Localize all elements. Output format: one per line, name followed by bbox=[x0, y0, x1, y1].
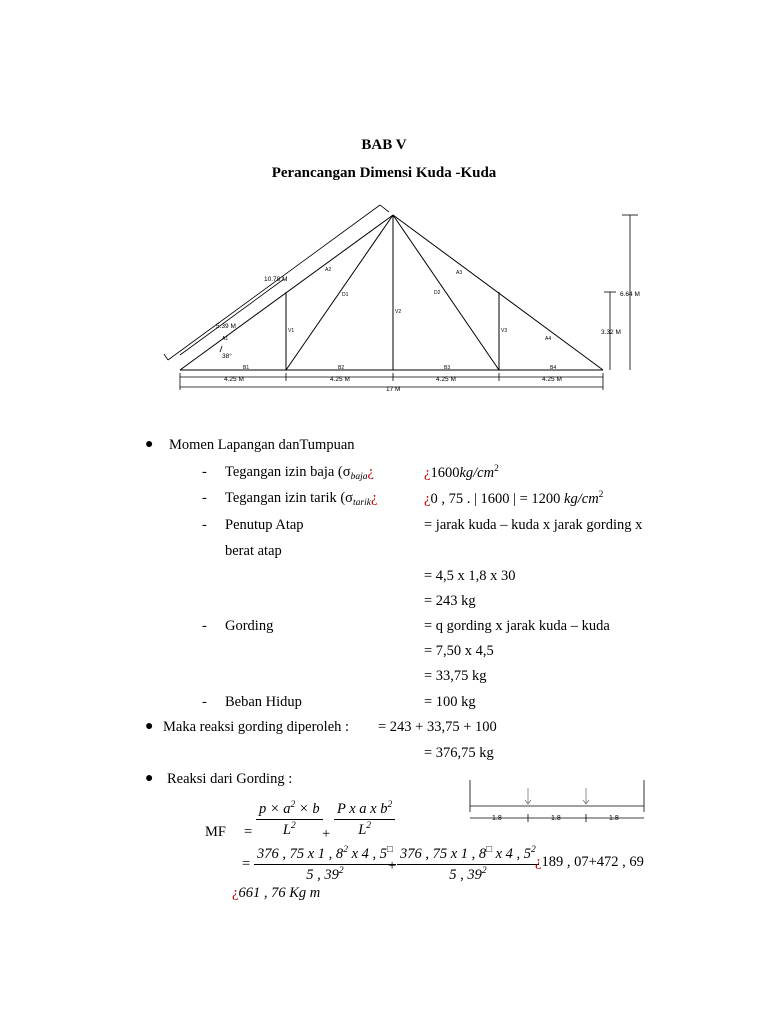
label-b2: B2 bbox=[338, 365, 345, 371]
label-span: 17 M bbox=[386, 386, 401, 393]
list-dash: - bbox=[202, 490, 207, 506]
reaksi-line1: = 243 + 33,75 + 100 bbox=[378, 719, 497, 735]
label-len-mid: 5.39 M bbox=[216, 323, 236, 330]
reaksi-line2: = 376,75 kg bbox=[424, 745, 494, 761]
label-d2: D2 bbox=[434, 290, 441, 296]
label-v2: V2 bbox=[395, 309, 402, 315]
list-dash: - bbox=[202, 618, 207, 634]
beban-line1: = 100 kg bbox=[424, 694, 476, 710]
gording-line1: = q gording x jarak kuda – kuda bbox=[424, 618, 610, 634]
label-a4: A4 bbox=[545, 336, 552, 342]
truss-diagram bbox=[160, 190, 650, 400]
beam-seg1: 1.8 bbox=[492, 815, 502, 822]
formula-plus1: + bbox=[322, 826, 331, 842]
right-rafter bbox=[393, 215, 603, 370]
penutup-line2: = 4,5 x 1,8 x 30 bbox=[424, 568, 516, 584]
section-heading-momen: Momen Lapangan danTumpuan bbox=[169, 437, 355, 453]
formula-frac4: $\frac{376 , 75 x 1 , 8^□ x 4 , 5^2}{5 , 39^2}$ bbox=[397, 845, 539, 884]
label-v1: V1 bbox=[288, 328, 295, 334]
label-a3: A3 bbox=[456, 270, 463, 276]
label-b4: B4 bbox=[550, 365, 557, 371]
gording-line2: = 7,50 x 4,5 bbox=[424, 643, 494, 659]
list-item-beban-label: Beban Hidup bbox=[225, 694, 302, 710]
beam-seg3: 1.8 bbox=[609, 815, 619, 822]
rafter-dim-inner bbox=[180, 279, 284, 355]
beam-seg2: 1.8 bbox=[551, 815, 561, 822]
list-item-baja-value: ¿$1600kg/cm^2$ bbox=[424, 464, 499, 481]
label-b1: B1 bbox=[243, 365, 250, 371]
penutup-line3: = 243 kg bbox=[424, 593, 476, 609]
label-angle: 38° bbox=[222, 353, 232, 360]
bullet-icon: ● bbox=[145, 719, 154, 734]
penutup-line1b: berat atap bbox=[225, 543, 282, 559]
bullet-icon: ● bbox=[145, 437, 154, 452]
list-dash: - bbox=[202, 694, 207, 710]
list-item-tarik-label: Tegangan izin tarik ($\sigma_{tarik}¿$ bbox=[225, 490, 378, 508]
list-dash: - bbox=[202, 517, 207, 533]
label-h-total: 6.64 M bbox=[620, 291, 640, 298]
diagonal-d1 bbox=[286, 215, 393, 370]
formula-mf-label: MF bbox=[205, 824, 226, 840]
list-item-penutup-label: Penutup Atap bbox=[225, 517, 304, 533]
list-dash: - bbox=[202, 464, 207, 480]
label-bay2: 4.25 M bbox=[330, 376, 350, 383]
label-len-top: 10.78 M bbox=[264, 276, 288, 283]
list-item-tarik-value: ¿0 , 75 . | 1600 | = 1200 $kg/cm^2$ bbox=[424, 490, 604, 507]
label-bay4: 4.25 M bbox=[542, 376, 562, 383]
label-h-half: 3.32 M bbox=[601, 329, 621, 336]
page-title: Perancangan Dimensi Kuda -Kuda bbox=[271, 165, 497, 181]
label-a2: A2 bbox=[325, 267, 332, 273]
formula-result2: ¿661 , 76 Kg m bbox=[232, 885, 321, 901]
label-d1: D1 bbox=[342, 292, 349, 298]
formula-plus2: + bbox=[388, 858, 397, 874]
formula-frac2: $\frac{P x a x b^2}{L^2}$ bbox=[334, 800, 395, 839]
bullet-icon: ● bbox=[145, 771, 154, 786]
label-a1: A1 bbox=[222, 336, 229, 342]
beam-load-diagram bbox=[468, 778, 648, 828]
formula-frac1: $\frac{p \times a^2 \times b}{L^2}$ bbox=[256, 800, 323, 839]
label-bay3: 4.25 M bbox=[436, 376, 456, 383]
list-item-baja-label: Tegangan izin baja ($\sigma_{baja}¿$ bbox=[225, 464, 374, 482]
label-v3: V3 bbox=[501, 328, 508, 334]
formula-eq1: = bbox=[244, 824, 253, 840]
chapter-heading: BAB V bbox=[361, 137, 407, 153]
label-bay1: 4.25 M bbox=[224, 376, 244, 383]
section-heading-reaksi-gording: Reaksi dari Gording : bbox=[167, 771, 293, 787]
label-b3: B3 bbox=[444, 365, 451, 371]
diagonal-d2 bbox=[393, 215, 499, 370]
formula-frac3: $\frac{376 , 75 x 1 , 8^2 x 4 , 5^□}{5 , 39^2}$ bbox=[254, 845, 396, 884]
penutup-line1: = jarak kuda – kuda x jarak gording x bbox=[424, 517, 643, 533]
gording-line3: = 33,75 kg bbox=[424, 668, 487, 684]
section-reaksi-label: Maka reaksi gording diperoleh : bbox=[163, 719, 350, 735]
formula-eq2: = bbox=[242, 856, 251, 872]
list-item-gording-label: Gording bbox=[225, 618, 274, 634]
formula-result1: ¿189 , 07+472 , 69 bbox=[535, 854, 644, 870]
